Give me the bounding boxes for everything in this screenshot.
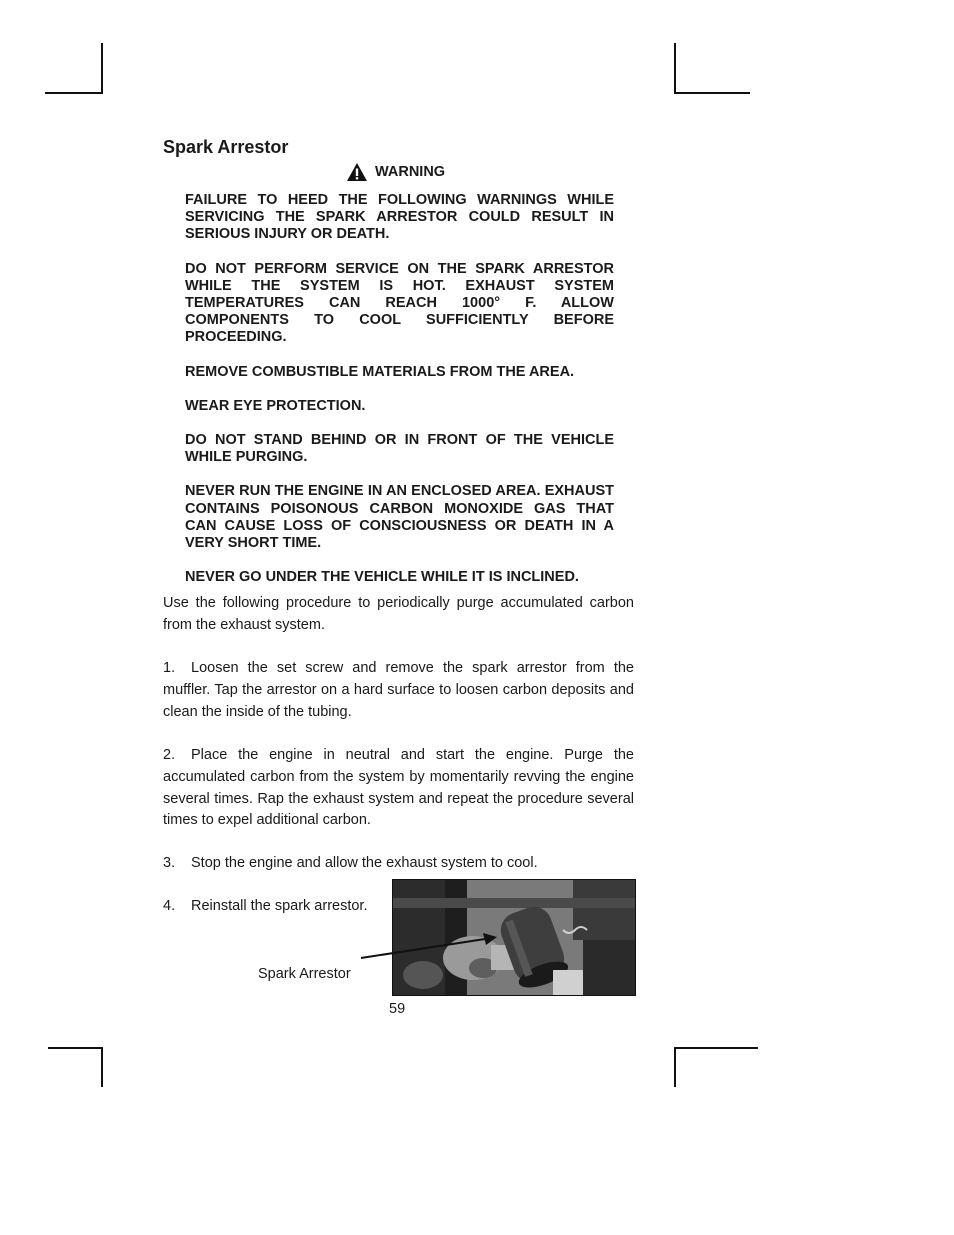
step-text: Stop the engine and allow the exhaust system to cool. <box>191 855 538 871</box>
crop-mark-bottom-left-vertical <box>101 1047 103 1087</box>
warning-paragraph: NEVER GO UNDER THE VEHICLE WHILE IT IS INCLINED. <box>185 569 579 586</box>
crop-mark-bottom-right-vertical <box>674 1047 676 1087</box>
warning-paragraph: FAILURE TO HEED THE FOLLOWING WARNINGS WHILE SERVICING THE SPARK ARRESTOR COULD RESULT IN SERIOUS INJURY OR DEATH. <box>185 192 614 243</box>
section-title: Spark Arrestor <box>163 137 289 157</box>
crop-mark-top-right-vertical <box>674 43 676 93</box>
figure-caption: Spark Arrestor <box>258 966 351 982</box>
crop-mark-bottom-left-horizontal <box>48 1047 103 1049</box>
warning-heading <box>346 162 445 182</box>
step-number: 2. <box>163 747 176 763</box>
leader-arrow-icon <box>355 925 505 965</box>
warning-list <box>185 192 614 603</box>
step-1 <box>163 658 634 723</box>
warning-paragraph: DO NOT PERFORM SERVICE ON THE SPARK ARRESTOR WHILE THE SYSTEM IS HOT. EXHAUST SYSTEM TEMPERATURES CAN REACH 1000° F. ALLOW COMPONENTS TO COOL SUFFICIENTLY BEFORE PROCEEDING. <box>185 260 614 346</box>
crop-mark-top-left-horizontal <box>45 92 103 94</box>
warning-paragraph: NEVER RUN THE ENGINE IN AN ENCLOSED AREA. EXHAUST CONTAINS POISONOUS CARBON MONOXIDE GAS THAT CAN CAUSE LOSS OF CONSCIOUSNESS OR DEATH IN A VERY SHORT TIME. <box>185 483 614 552</box>
step-text: Place the engine in neutral and start the engine. Purge the accumulated carbon from the system by momentarily revving the engine several times. Rap the exhaust system and repeat the procedure several times to expel additional carbon. <box>163 747 634 829</box>
step-3 <box>163 853 634 875</box>
warning-label: WARNING <box>375 164 446 180</box>
crop-mark-top-right-horizontal <box>674 92 750 94</box>
intro-paragraph: Use the following procedure to periodically purge accumulated carbon from the exhaust system. <box>163 595 634 633</box>
warning-paragraph: REMOVE COMBUSTIBLE MATERIALS FROM THE AREA. <box>185 363 575 380</box>
warning-paragraph: DO NOT STAND BEHIND OR IN FRONT OF THE VEHICLE WHILE PURGING. <box>185 432 614 466</box>
warning-paragraph: WEAR EYE PROTECTION. <box>185 397 366 414</box>
crop-mark-top-left-vertical <box>101 43 103 93</box>
step-text: Reinstall the spark arrestor. <box>191 898 368 914</box>
step-number: 3. <box>163 855 176 871</box>
crop-mark-bottom-right-horizontal <box>674 1047 758 1049</box>
step-2 <box>163 745 634 832</box>
step-4 <box>163 896 388 918</box>
warning-triangle-icon <box>346 162 368 182</box>
step-text: Loosen the set screw and remove the spark arrestor from the muffler. Tap the arrestor on a hard surface to loosen carbon deposits and clean the inside of the tubing. <box>163 660 634 720</box>
step-number: 1. <box>163 660 176 676</box>
step-number: 4. <box>163 898 176 914</box>
page-number: 59 <box>389 1001 406 1017</box>
